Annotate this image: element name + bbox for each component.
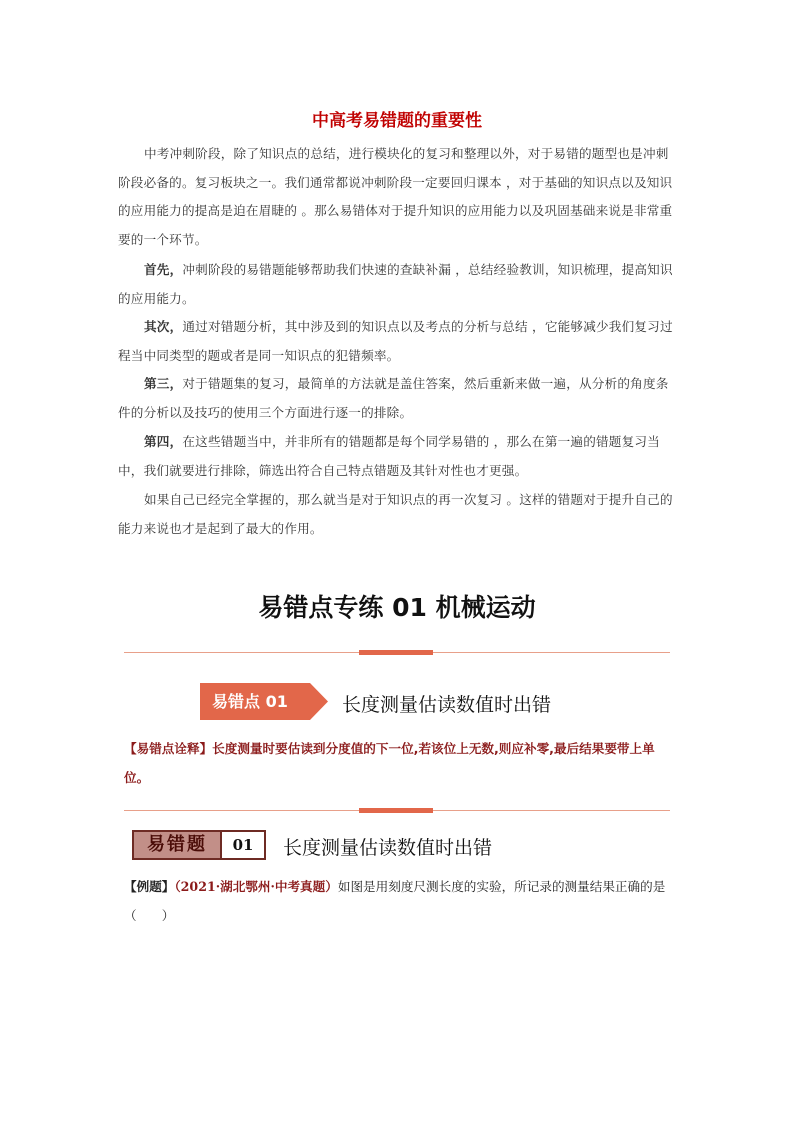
paragraph-text: 通过对错题分析，其中涉及到的知识点以及考点的分析与总结 ，它能够减少我们复习过程当中同类型的题或者是同一知识点的犯错频率。	[118, 319, 673, 363]
example-text: 如图是用刻度尺测长度的实验，所记录的测量结果正确的是（ ）	[124, 879, 666, 923]
divider-accent	[359, 808, 433, 813]
paragraph-text: 对于错题集的复习，最简单的方法就是盖住答案，然后重新来做一遍，从分析的角度条件的分析以及技巧的使用三个方面进行逐一的排除。	[118, 376, 669, 420]
section-divider-2	[124, 810, 670, 811]
intro-paragraph-1: 中考冲刺阶段，除了知识点的总结，进行模块化的复习和整理以外，对于易错的题型也是冲刺阶段必备的。复习板块之一。我们通常都说冲刺阶段一定要回归课本 ，对于基础的知识点以及知识的应用能力的提高是迫在眉睫的 。那么易错体对于提升知识的应用能力以及巩固基础来说是非常重要的一个环节。	[118, 146, 673, 247]
paragraph-text: 冲刺阶段的易错题能够帮助我们快速的查缺补漏 ，总结经验教训，知识梳理，提高知识的应用能力。	[118, 262, 673, 306]
paragraph-lead: 其次，	[144, 319, 183, 334]
section-divider	[124, 652, 670, 653]
intro-paragraph-2	[118, 256, 674, 313]
intro-paragraph-3	[118, 313, 674, 370]
main-title: 易错点专练 01 机械运动	[258, 593, 536, 622]
example-tag: 【例题】	[124, 879, 175, 894]
divider-accent	[359, 650, 433, 655]
error-point-tag	[200, 683, 328, 720]
intro-title: 中高考易错题的重要性	[312, 111, 482, 131]
paragraph-lead: 第三，	[144, 376, 183, 391]
paragraph-lead: 首先，	[144, 262, 183, 277]
example-question	[124, 872, 676, 930]
error-point-explanation: 【易错点诠释】长度测量时要估读到分度值的下一位,若该位上无数,则应补零,最后结果要带上单位。	[124, 741, 655, 785]
error-point-heading: 长度测量估读数值时出错	[342, 694, 552, 716]
intro-paragraph-6: 如果自己已经完全掌握的，那么就当是对于知识点的再一次复习 。这样的错题对于提升自己的能力来说也才是起到了最大的作用。	[118, 492, 673, 536]
example-source: （2021·湖北鄂州·中考真题）	[174, 879, 338, 894]
paragraph-lead: 第四，	[144, 434, 183, 449]
intro-paragraph-4	[118, 370, 674, 427]
intro-paragraph-5	[118, 428, 674, 485]
error-problem-badge	[132, 830, 266, 860]
error-problem-badge-label: 易错题	[132, 830, 222, 860]
error-point-tag-label: 易错点 01	[212, 692, 288, 711]
error-problem-heading: 长度测量估读数值时出错	[283, 837, 493, 859]
error-problem-badge-number: 01	[220, 830, 266, 860]
paragraph-text: 在这些错题当中，并非所有的错题都是每个同学易错的 ，那么在第一遍的错题复习当中，我们就要进行排除，筛选出符合自己特点错题及其针对性也才更强。	[118, 434, 660, 478]
